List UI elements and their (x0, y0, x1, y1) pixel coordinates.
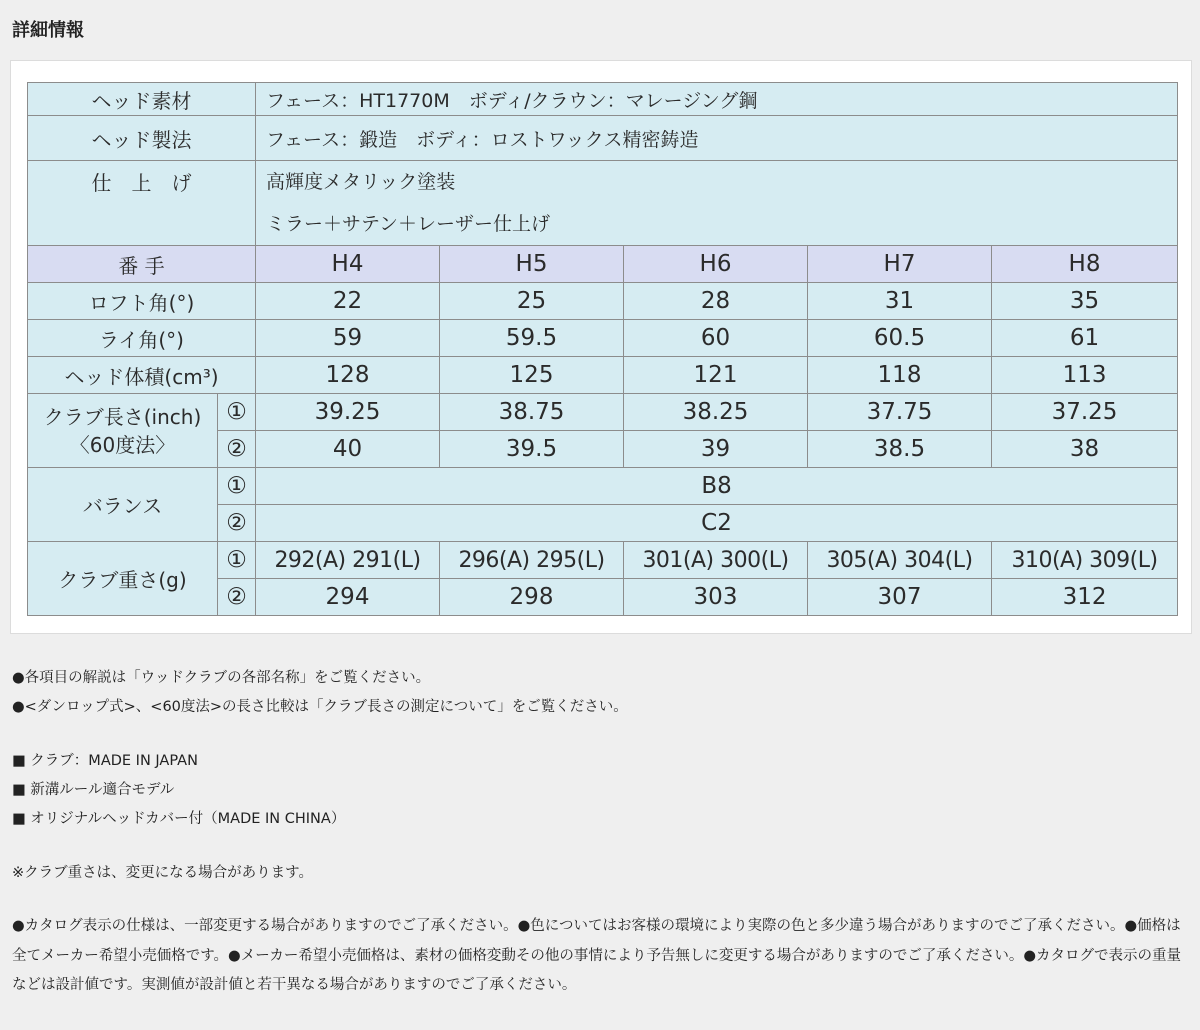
length-cell: 39 (624, 431, 808, 468)
lie-label: ライ角(°) (28, 320, 256, 357)
volume-cell: 113 (992, 357, 1178, 394)
weight-cell: 310(A) 309(L) (992, 542, 1178, 579)
row-volume (28, 357, 1178, 394)
head-method-value: フェース：鍛造 ボディ：ロストワックス精密鋳造 (256, 116, 1178, 161)
row-lie (28, 320, 1178, 357)
lie-cell: 59.5 (440, 320, 624, 357)
weight-cell: 303 (624, 579, 808, 616)
loft-cell: 25 (440, 283, 624, 320)
finish-value (256, 161, 1178, 246)
head-method-label: ヘッド製法 (28, 116, 256, 161)
weight-cell: 296(A) 295(L) (440, 542, 624, 579)
volume-label: ヘッド体積(cm³) (28, 357, 256, 394)
length-cell: 40 (256, 431, 440, 468)
loft-label: ロフト角(°) (28, 283, 256, 320)
length-cell: 37.75 (808, 394, 992, 431)
length-cell: 39.5 (440, 431, 624, 468)
row-head-method (28, 116, 1178, 161)
weight-cell: 301(A) 300(L) (624, 542, 808, 579)
length-label-line-1: クラブ長さ(inch) (43, 404, 202, 429)
head-material-label: ヘッド素材 (28, 83, 256, 116)
note-line: ●各項目の解説は「ウッドクラブの各部名称」をご覧ください。 (12, 670, 431, 686)
length-cell: 37.25 (992, 394, 1178, 431)
note-line: ●<ダンロップ式>、<60度法>の長さ比較は「クラブ長さの測定について」をご覧ください。 (12, 699, 628, 715)
balance-label: バランス (28, 468, 218, 542)
row-balance-1 (28, 468, 1178, 505)
weight-mark-1: ① (218, 542, 256, 579)
length-mark-2: ② (218, 431, 256, 468)
length-cell: 38 (992, 431, 1178, 468)
lie-cell: 59 (256, 320, 440, 357)
number-cell: H8 (992, 246, 1178, 283)
note-line: ※クラブ重さは、変更になる場合があります。 (12, 865, 313, 881)
finish-line-1: 高輝度メタリック塗装 (266, 171, 456, 193)
weight-cell: 312 (992, 579, 1178, 616)
number-cell: H6 (624, 246, 808, 283)
row-finish (28, 161, 1178, 246)
note-line: ■ 新溝ルール適合モデル (12, 782, 175, 798)
volume-cell: 125 (440, 357, 624, 394)
length-cell: 38.5 (808, 431, 992, 468)
balance-value-2: C2 (256, 505, 1178, 542)
volume-cell: 118 (808, 357, 992, 394)
spec-panel (10, 60, 1192, 634)
loft-cell: 31 (808, 283, 992, 320)
length-cell: 38.25 (624, 394, 808, 431)
length-cell: 38.75 (440, 394, 624, 431)
loft-cell: 22 (256, 283, 440, 320)
weight-cell: 305(A) 304(L) (808, 542, 992, 579)
volume-cell: 128 (256, 357, 440, 394)
volume-cell: 121 (624, 357, 808, 394)
spec-table (27, 82, 1178, 616)
length-label (28, 394, 218, 468)
head-material-value: フェース：HT1770M ボディ/クラウン：マレージング鋼 (256, 83, 1178, 116)
row-head-material (28, 83, 1178, 116)
loft-cell: 35 (992, 283, 1178, 320)
length-label-line-2: 〈60度法〉 (69, 432, 176, 457)
finish-line-2: ミラー＋サテン＋レーザー仕上げ (266, 213, 551, 235)
finish-label: 仕 上 げ (28, 161, 256, 246)
weight-mark-2: ② (218, 579, 256, 616)
length-cell: 39.25 (256, 394, 440, 431)
note-paragraph: ●カタログ表示の仕様は、一部変更する場合がありますのでご了承ください。●色についてはお客様の環境により実際の色と多少違う場合がありますのでご了承ください。●価格は全てメーカー希望小売価格です。●メーカー希望小売価格は、素材の価格変動その他の事情により予告無しに変更する場合がありますのでご了承ください。●カタログで表示の重量などは設計値です。実測値が設計値と若干異なる場合がありますのでご了承ください。 (12, 918, 1182, 993)
lie-cell: 60 (624, 320, 808, 357)
balance-value-1: B8 (256, 468, 1178, 505)
row-number (28, 246, 1178, 283)
notes (12, 664, 1192, 1001)
note-line: ■ クラブ：MADE IN JAPAN (12, 753, 198, 769)
weight-cell: 307 (808, 579, 992, 616)
loft-cell: 28 (624, 283, 808, 320)
weight-label: クラブ重さ(g) (28, 542, 218, 616)
lie-cell: 61 (992, 320, 1178, 357)
row-length-1 (28, 394, 1178, 431)
lie-cell: 60.5 (808, 320, 992, 357)
note-line: ■ オリジナルヘッドカバー付（MADE IN CHINA） (12, 811, 346, 827)
weight-cell: 294 (256, 579, 440, 616)
weight-cell: 292(A) 291(L) (256, 542, 440, 579)
row-loft (28, 283, 1178, 320)
weight-cell: 298 (440, 579, 624, 616)
length-mark-1: ① (218, 394, 256, 431)
page-title: 詳細情報 (12, 20, 84, 41)
number-cell: H4 (256, 246, 440, 283)
number-cell: H5 (440, 246, 624, 283)
number-cell: H7 (808, 246, 992, 283)
balance-mark-2: ② (218, 505, 256, 542)
number-label: 番 手 (28, 246, 256, 283)
row-weight-1 (28, 542, 1178, 579)
balance-mark-1: ① (218, 468, 256, 505)
